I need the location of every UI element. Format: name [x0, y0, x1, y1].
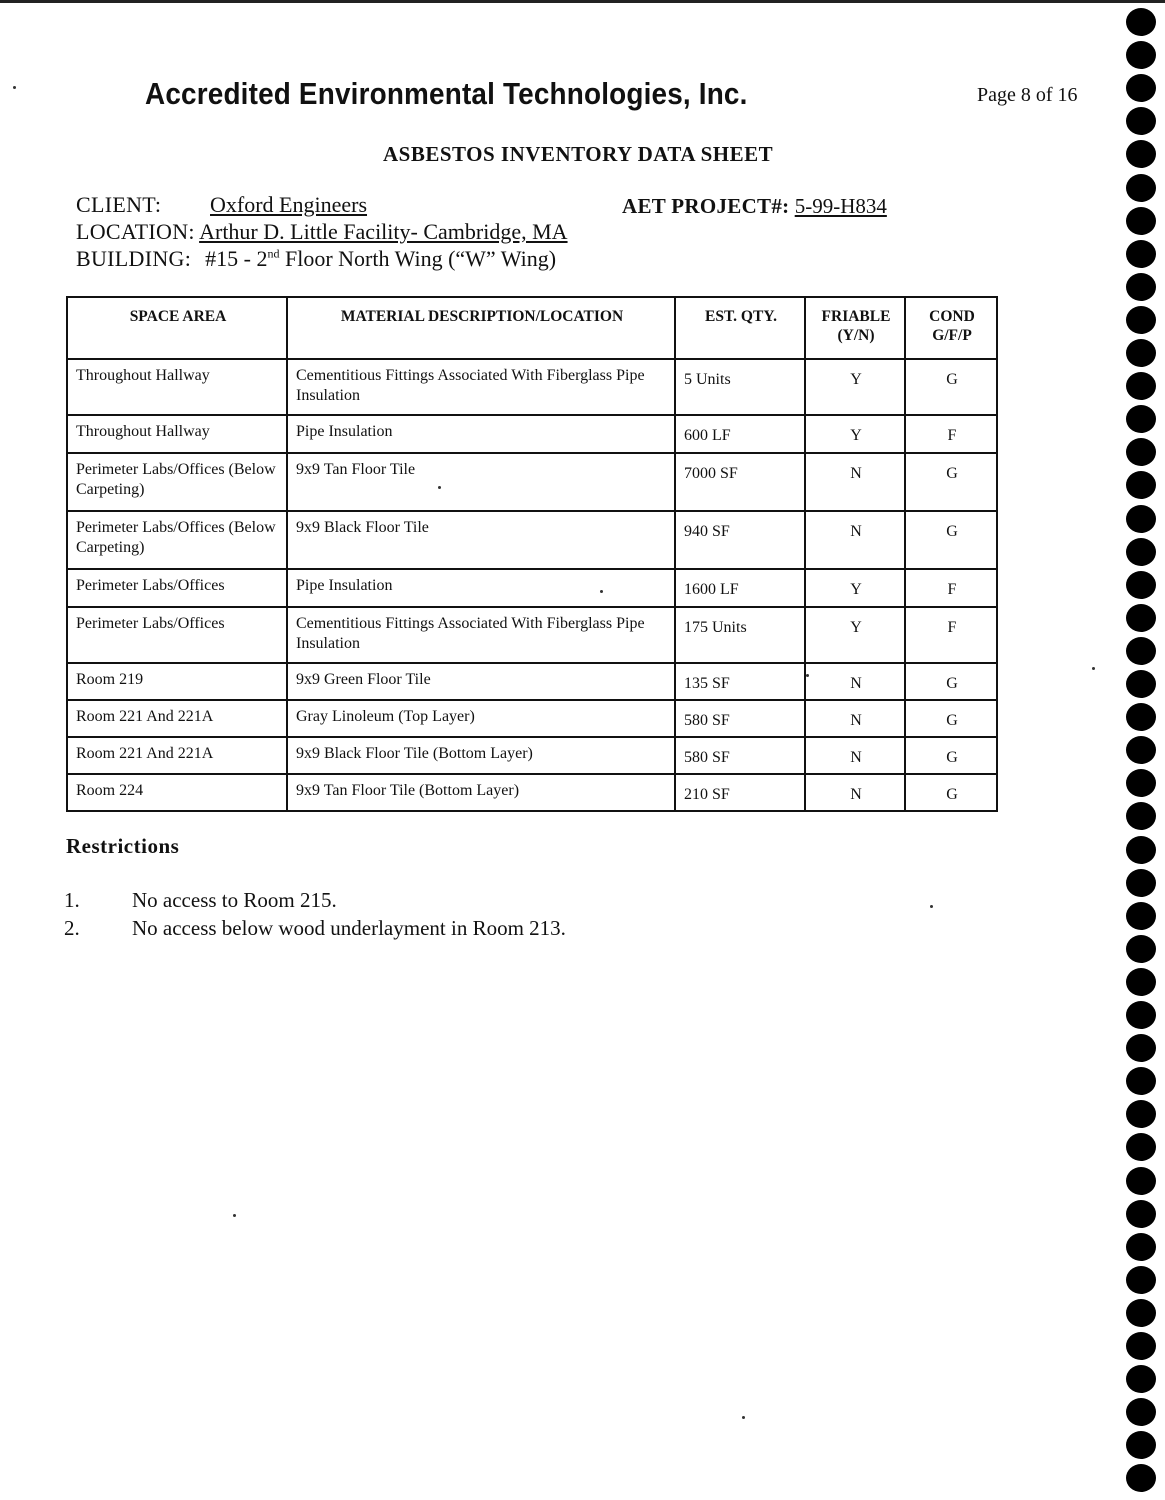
- table-row: [67, 569, 997, 607]
- table-row: [67, 359, 997, 415]
- binder-hole: [1126, 372, 1156, 400]
- binder-hole: [1126, 1034, 1156, 1062]
- binder-hole: [1126, 968, 1156, 996]
- building-value: [205, 246, 556, 271]
- cell-qty: 5 Units: [675, 359, 805, 415]
- binder-hole: [1126, 505, 1156, 533]
- binder-hole: [1126, 1299, 1156, 1327]
- binder-hole: [1126, 1464, 1156, 1492]
- cell-qty: 580 SF: [675, 700, 805, 737]
- cell-space: Room 221 And 221A: [67, 700, 287, 737]
- cell-friable: N: [805, 774, 905, 811]
- binder-hole: [1126, 703, 1156, 731]
- building-sup: nd: [267, 246, 280, 261]
- cell-material: 9x9 Black Floor Tile: [287, 511, 675, 569]
- cell-qty: 1600 LF: [675, 569, 805, 607]
- binder-hole: [1126, 140, 1156, 168]
- table-row: [67, 700, 997, 737]
- restriction-text: No access below wood underlayment in Room 213.: [132, 916, 566, 940]
- header-cond-line2: G/F/P: [932, 326, 972, 344]
- cell-friable: Y: [805, 359, 905, 415]
- client-value: Oxford Engineers: [210, 192, 368, 217]
- binder-hole: [1126, 174, 1156, 202]
- binder-hole: [1126, 935, 1156, 963]
- binder-hole: [1126, 471, 1156, 499]
- restrictions-heading: Restrictions: [66, 834, 180, 858]
- cell-space: Room 219: [67, 663, 287, 700]
- binder-hole: [1126, 1365, 1156, 1393]
- page-number: Page 8 of 16: [977, 84, 1078, 106]
- cell-material: 9x9 Tan Floor Tile: [287, 453, 675, 511]
- binder-hole: [1126, 637, 1156, 665]
- table-row: [67, 415, 997, 453]
- binder-hole: [1126, 1266, 1156, 1294]
- cell-friable: Y: [805, 569, 905, 607]
- building-line: [76, 246, 556, 272]
- header-material: MATERIAL DESCRIPTION/LOCATION: [287, 297, 675, 359]
- restriction-item: [64, 916, 566, 941]
- company-name: Accredited Environmental Technologies, Inc.: [145, 76, 748, 111]
- scan-speck: [233, 1214, 236, 1217]
- header-space-area: SPACE AREA: [67, 297, 287, 359]
- cell-material: 9x9 Green Floor Tile: [287, 663, 675, 700]
- binder-hole: [1126, 1431, 1156, 1459]
- binder-holes: [1124, 8, 1160, 1498]
- binder-hole: [1126, 1167, 1156, 1195]
- scan-speck: [13, 86, 16, 89]
- binder-hole: [1126, 1133, 1156, 1161]
- restriction-number: 1.: [64, 888, 80, 912]
- client-line: [76, 192, 368, 218]
- building-suffix: Floor North Wing (“W” Wing): [279, 246, 557, 271]
- inventory-table: [66, 296, 998, 812]
- binder-hole: [1126, 836, 1156, 864]
- project-label: AET PROJECT#:: [622, 194, 790, 218]
- cell-space: Perimeter Labs/Offices (Below Carpeting): [67, 511, 287, 569]
- cell-cond: G: [905, 511, 997, 569]
- cell-cond: G: [905, 663, 997, 700]
- binder-hole: [1126, 736, 1156, 764]
- table-row: [67, 607, 997, 663]
- table-header-row: [67, 297, 997, 359]
- restriction-text: No access to Room 215.: [132, 888, 337, 912]
- binder-hole: [1126, 604, 1156, 632]
- project-number: 5-99-H834: [794, 194, 887, 218]
- binder-hole: [1126, 8, 1156, 36]
- header-cond-line1: COND: [929, 308, 975, 325]
- cell-friable: N: [805, 737, 905, 774]
- binder-hole: [1126, 74, 1156, 102]
- cell-material: 9x9 Tan Floor Tile (Bottom Layer): [287, 774, 675, 811]
- binder-hole: [1126, 1332, 1156, 1360]
- header-friable-line1: FRIABLE: [821, 308, 891, 325]
- scan-speck: [438, 486, 441, 489]
- cell-friable: N: [805, 700, 905, 737]
- client-label: CLIENT:: [76, 192, 162, 217]
- project-line: [622, 194, 887, 219]
- cell-material: Cementitious Fittings Associated With Fiberglass Pipe Insulation: [287, 607, 675, 663]
- sheet-title: ASBESTOS INVENTORY DATA SHEET: [383, 142, 774, 166]
- binder-hole: [1126, 1067, 1156, 1095]
- cell-qty: 175 Units: [675, 607, 805, 663]
- location-label: LOCATION:: [76, 219, 195, 244]
- cell-friable: N: [805, 663, 905, 700]
- scan-top-edge: [0, 0, 1165, 3]
- binder-hole: [1126, 1233, 1156, 1261]
- cell-material: Cementitious Fittings Associated With Fiberglass Pipe Insulation: [287, 359, 675, 415]
- scan-speck: [930, 905, 933, 908]
- scan-speck: [600, 590, 603, 593]
- cell-qty: 600 LF: [675, 415, 805, 453]
- header-friable: [805, 297, 905, 359]
- building-label: BUILDING:: [76, 246, 192, 271]
- cell-cond: G: [905, 737, 997, 774]
- table-row: [67, 774, 997, 811]
- binder-hole: [1126, 902, 1156, 930]
- binder-hole: [1126, 405, 1156, 433]
- cell-space: Perimeter Labs/Offices: [67, 607, 287, 663]
- cell-friable: N: [805, 511, 905, 569]
- binder-hole: [1126, 538, 1156, 566]
- cell-space: Throughout Hallway: [67, 359, 287, 415]
- binder-hole: [1126, 240, 1156, 268]
- cell-cond: F: [905, 607, 997, 663]
- binder-hole: [1126, 273, 1156, 301]
- scan-speck: [806, 674, 809, 677]
- cell-material: Pipe Insulation: [287, 415, 675, 453]
- cell-friable: Y: [805, 607, 905, 663]
- binder-hole: [1126, 1001, 1156, 1029]
- binder-hole: [1126, 41, 1156, 69]
- binder-hole: [1126, 1200, 1156, 1228]
- cell-space: Room 221 And 221A: [67, 737, 287, 774]
- cell-space: Perimeter Labs/Offices (Below Carpeting): [67, 453, 287, 511]
- table-row: [67, 663, 997, 700]
- cell-space: Perimeter Labs/Offices: [67, 569, 287, 607]
- building-prefix: #15 - 2: [205, 246, 268, 271]
- cell-qty: 135 SF: [675, 663, 805, 700]
- header-est-qty: EST. QTY.: [675, 297, 805, 359]
- binder-hole: [1126, 571, 1156, 599]
- cell-cond: G: [905, 700, 997, 737]
- cell-material: Pipe Insulation: [287, 569, 675, 607]
- restriction-number: 2.: [64, 916, 80, 940]
- header-cond: [905, 297, 997, 359]
- cell-qty: 940 SF: [675, 511, 805, 569]
- binder-hole: [1126, 107, 1156, 135]
- binder-hole: [1126, 306, 1156, 334]
- cell-qty: 210 SF: [675, 774, 805, 811]
- cell-cond: G: [905, 774, 997, 811]
- restriction-item: [64, 888, 337, 913]
- binder-hole: [1126, 339, 1156, 367]
- table-row: [67, 453, 997, 511]
- cell-cond: F: [905, 569, 997, 607]
- cell-qty: 7000 SF: [675, 453, 805, 511]
- cell-cond: G: [905, 359, 997, 415]
- binder-hole: [1126, 438, 1156, 466]
- cell-cond: F: [905, 415, 997, 453]
- binder-hole: [1126, 802, 1156, 830]
- cell-material: 9x9 Black Floor Tile (Bottom Layer): [287, 737, 675, 774]
- cell-material: Gray Linoleum (Top Layer): [287, 700, 675, 737]
- cell-friable: N: [805, 453, 905, 511]
- cell-space: Room 224: [67, 774, 287, 811]
- binder-hole: [1126, 1398, 1156, 1426]
- scan-speck: [1092, 667, 1095, 670]
- binder-hole: [1126, 769, 1156, 797]
- location-value: Arthur D. Little Facility- Cambridge, MA: [199, 219, 568, 244]
- cell-friable: Y: [805, 415, 905, 453]
- cell-qty: 580 SF: [675, 737, 805, 774]
- binder-hole: [1126, 869, 1156, 897]
- cell-cond: G: [905, 453, 997, 511]
- table-row: [67, 737, 997, 774]
- header-friable-line2: (Y/N): [837, 326, 875, 344]
- binder-hole: [1126, 207, 1156, 235]
- binder-hole: [1126, 670, 1156, 698]
- scan-speck: [742, 1416, 745, 1419]
- cell-space: Throughout Hallway: [67, 415, 287, 453]
- table-row: [67, 511, 997, 569]
- binder-hole: [1126, 1100, 1156, 1128]
- location-line: [76, 219, 568, 245]
